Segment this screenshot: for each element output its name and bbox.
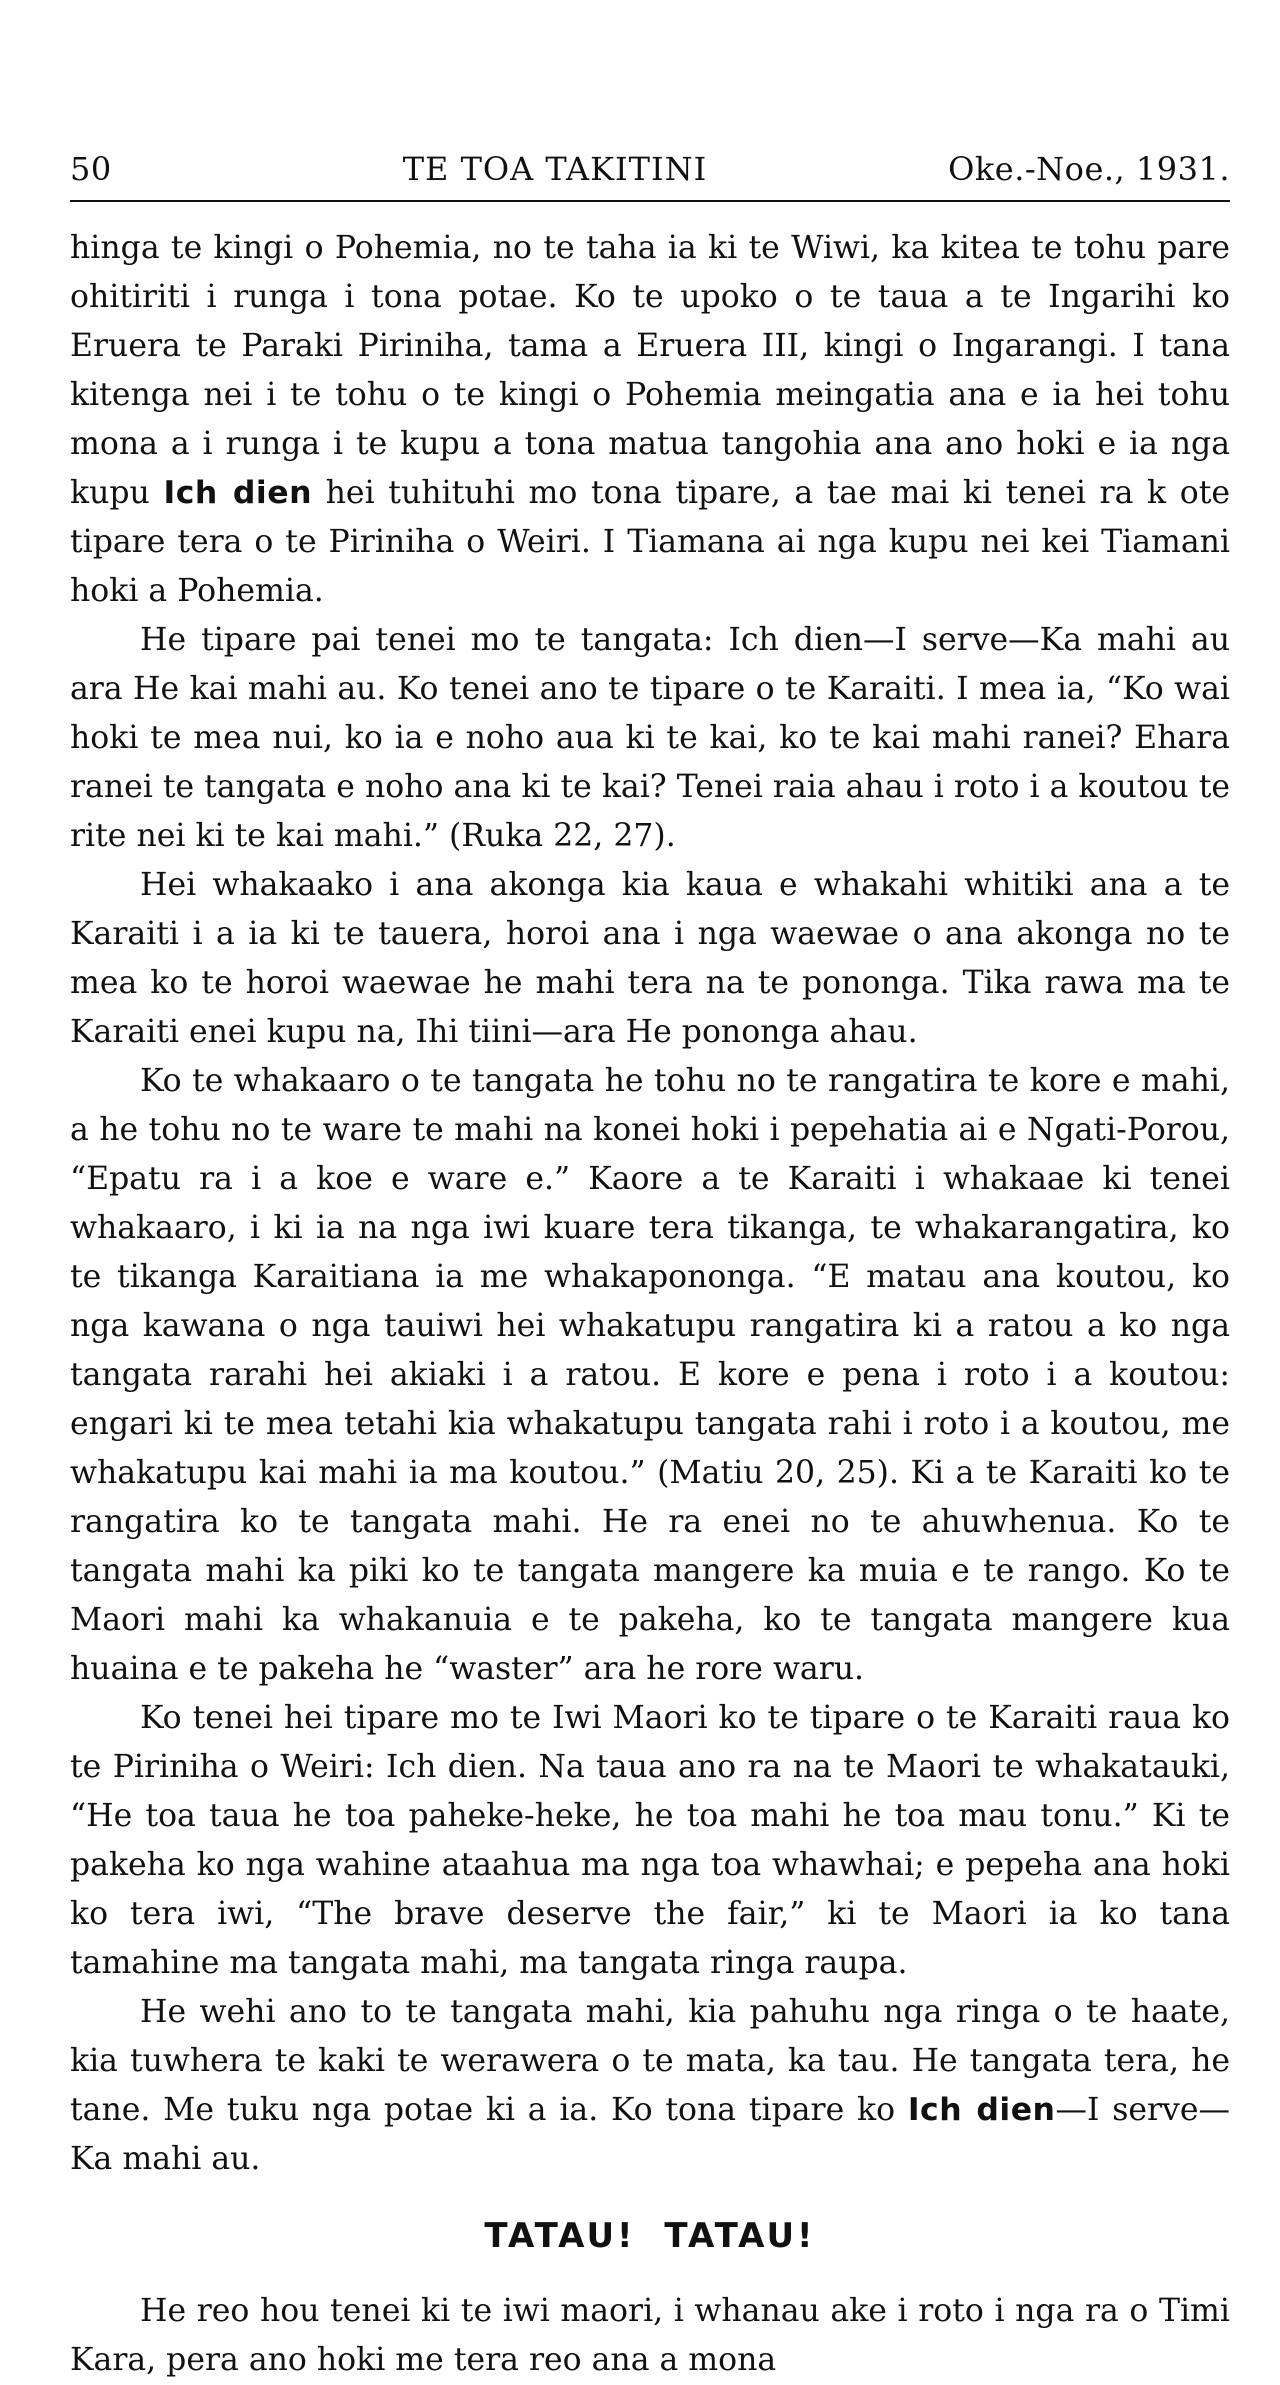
motto-ich-dien-closing: Ich dien [907,2092,1056,2128]
paragraph-2: He tipare pai tenei mo te tangata: Ich dien—I serve—Ka mahi au ara He kai mahi au. Ko tenei ano te tipare o te Karaiti. I mea ia, “Ko wai hoki te mea nui, ko ia e noho aua ki te kai, ko te kai mahi ranei? Ehara ranei te tangata e noho ana ki te kai? Tenei raia ahau i roto i a koutou te rite nei ki te kai mahi.” (Ruka 22, 27). [70,622,1230,854]
section-heading: TATAU! TATAU! [484,2216,816,2256]
paragraph-1 [70,224,1230,616]
paragraph-6-text-after: —I serve—Ka mahi au. [70,2092,1230,2177]
paragraph-1-text-after: hei tuhituhi mo tona tipare, a tae mai ki tenei ra k ote tipare tera o te Piriniha o Weiri. I Tiamana ai nga kupu nei kei Tiamani hoki a Pohemia. [70,475,1231,609]
closing-paragraph: He reo hou tenei ki te iwi maori, i whanau ake i roto i nga ra o Timi Kara, pera ano hoki me tera reo ana a mona [70,2293,1230,2378]
paragraph-6-text-before: He wehi ano to te tangata mahi, kia pahuhu nga ringa o te haate, kia tuwhera te kaki te werawera o te mata, ka tau. He tangata tera, he tane. Me tuku nga potae ki a ia. Ko tona tipare ko [70,1994,1230,2128]
paragraph-6 [70,1988,1230,2184]
issue-date: Oke.-Noe., 1931. [948,150,1230,188]
paragraph-5: Ko tenei hei tipare mo te Iwi Maori ko te tipare o te Karaiti raua ko te Piriniha o Weiri: Ich dien. Na taua ano ra na te Maori te whakatauki, “He toa taua he toa paheke-heke, he toa mahi he toa mau tonu.” Ki te pakeha ko nga wahine ataahua ma nga toa whawhai; e pepeha ana hoki ko tera iwi, “The brave deserve the fair,” ki te Maori ia ko tana tamahine ma tangata mahi, ma tangata ringa raupa. [70,1700,1230,1981]
running-head [70,150,1230,202]
article-body [70,224,1230,2385]
page [70,150,1230,2385]
page-number: 50 [70,150,112,188]
journal-title: TE TOA TAKITINI [402,150,708,188]
paragraph-1-text-before: hinga te kingi o Pohemia, no te taha ia ki te Wiwi, ka kitea te tohu pare ohitiriti i runga i tona potae. Ko te upoko o te taua a te Ingarihi ko Eruera te Paraki Piriniha, tama a Eruera III, kingi o Ingarangi. I tana kitenga nei i te tohu o te kingi o Pohemia meingatia ana e ia hei tohu mona a i runga i te kupu a tona matua tangohia ana ano hoki e ia nga kupu [70,230,1230,511]
paragraph-4: Ko te whakaaro o te tangata he tohu no te rangatira te kore e mahi, a he tohu no te ware te mahi na konei hoki i pepehatia ai e Ngati-Porou, “Epatu ra i a koe e ware e.” Kaore a te Karaiti i whakaae ki tenei whakaaro, i ki ia na nga iwi kuare tera tikanga, te whakarangatira, ko te tikanga Karaitiana ia me whakapononga. “E matau ana koutou, ko nga kawana o nga tauiwi hei whakatupu rangatira ki a ratou a ko nga tangata rarahi hei akiaki i a ratou. E kore e pena i roto i a koutou: engari ki te mea tetahi kia whakatupu tangata rahi i roto i a koutou, me whakatupu kai mahi ia ma koutou.” (Matiu 20, 25). Ki a te Karaiti ko te rangatira ko te tangata mahi. He ra enei no te ahuwhenua. Ko te tangata mahi ka piki ko te tangata mangere ka muia e te rango. Ko te Maori mahi ka whakanuia e te pakeha, ko te tangata mangere kua huaina e te pakeha he “waster” ara he rore waru. [70,1063,1230,1687]
paragraph-3: Hei whakaako i ana akonga kia kaua e whakahi whitiki ana a te Karaiti i a ia ki te tauera, horoi ana i nga waewae o ana akonga no te mea ko te horoi waewae he mahi tera na te pononga. Tika rawa ma te Karaiti enei kupu na, Ihi tiini—ara He pononga ahau. [70,867,1230,1050]
motto-ich-dien: Ich dien [163,475,313,511]
